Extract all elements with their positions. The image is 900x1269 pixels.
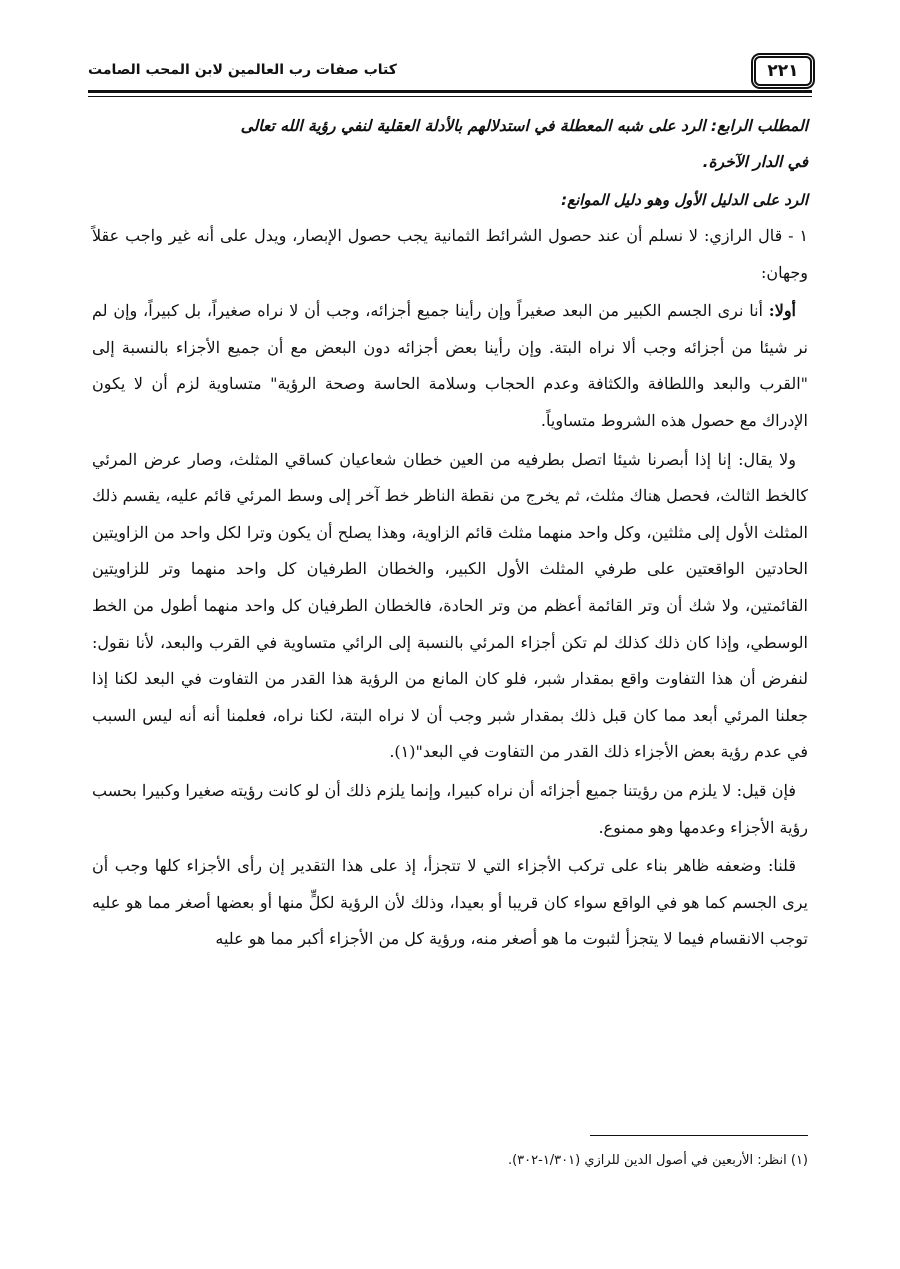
- paragraph-1: [92, 218, 808, 291]
- paragraph-5-text: قلنا: وضعفه ظاهر بناء على تركب الأجزاء التي لا تتجزأ، إذ على هذا التقدير إن رأى الأجزاء كلها وجب أن يرى الجسم كما هو في الواقع سواء كان قريبا أو بعيدا، وذلك لأن الرؤية لكلٍّ منها أو بعضها أصغر مما هو عليه توجب الانقسام فيما لا يتجزأ لثبوت ما هو أصغر منه، ورؤية كل من الأجزاء أكبر مما هو عليه: [92, 856, 808, 949]
- paragraph-3-text: ولا يقال: إنا إذا أبصرنا شيئا اتصل بطرفيه من العين خطان شعاعيان كساقي المثلث، وصار عرض المرئي كالخط الثالث، فحصل هناك مثلث، ثم يخرج من نقطة الناظر خط آخر إلى وسط المرئي قائم عليه، يقسم ذلك المثلث الأول إلى مثلثين، وكل واحد منهما مثلث قائم الزاوية، وهذا يصلح أن يكون وترا لكل واحد من الزاويتين الحادتين الواقعتين على طرفي المثلث الأول الكبير، والخطان الطرفيان كل واحد منهما وتر للزاويتين القائمتين، ولا شك أن وتر القائمة أعظم من وتر الحادة، فالخطان الطرفيان كل واحد منهما أطول من الخط الوسطي، وإذا كان ذلك كذلك لم تكن أجزاء المرئي بالنسبة إلى الرائي متساوية في القرب والبعد، لأنا نقول: لنفرض أن هذا التفاوت واقع بمقدار شبر، فلو كان المانع من الرؤية هذا القدر من التفاوت في البعد لكنا إذا جعلنا المرئي أبعد مما كان قبل ذلك بمقدار شبر وجب أن لا نراه البتة، لكنا نراه، فعلمنا أنه أنه ليس السبب في عدم رؤية بعض الأجزاء ذلك القدر من التفاوت في البعد"(١).: [92, 449, 809, 762]
- section-title-line2: في الدار الآخرة.: [702, 153, 808, 171]
- paragraph-3: [92, 442, 808, 771]
- paragraph-5: [92, 848, 808, 958]
- page-number-box: ٢٢١: [754, 56, 812, 86]
- subheading: الرد على الدليل الأول وهو دليل الموانع:: [561, 191, 808, 209]
- paragraph-4: [92, 773, 808, 846]
- paragraph-1-text: ١ - قال الرازي: لا نسلم أن عند حصول الشرائط الثمانية يجب حصول الإبصار، ويدل على أنه غير واجب عقلاً وجهان:: [92, 226, 809, 282]
- running-header: [88, 52, 812, 92]
- main-content: [92, 108, 808, 960]
- header-rule-thin: [88, 96, 812, 97]
- footnote: (١) انظر: الأربعين في أصول الدين للرازي (١/٣٠١-٣٠٢).: [507, 1153, 808, 1168]
- running-title: كتاب صفات رب العالمين لابن المحب الصامت: [88, 62, 397, 78]
- paragraph-2: [92, 293, 808, 439]
- footnote-rule: [590, 1135, 808, 1136]
- header-rule: [88, 90, 812, 93]
- section-title-line1: المطلب الرابع: الرد على شبه المعطلة في استدلالهم بالأدلة العقلية لنفي رؤية الله تعالى: [240, 117, 808, 135]
- paragraph-4-text: فإن قيل: لا يلزم من رؤيتنا جميع أجزائه أن نراه كبيرا، وإنما يلزم ذلك أن لو كانت رؤيته صغيرا وكبيرا بحسب رؤية الأجزاء وعدمها وهو ممنوع.: [92, 780, 808, 837]
- paragraph-2-text: أنا نرى الجسم الكبير من البعد صغيراً وإن رأينا جميع أجزائه، وجب أن لا نراه صغيراً، بل كبيراً، وإن لم نر شيئا من أجزائه وجب ألا نراه البتة. وإن رأينا بعض أجزائه دون البعض مع أن جميع الأجزاء بالنسبة إلى "القرب والبعد واللطافة والكثافة وعدم الحجاب وسلامة الحاسة وصحة الرؤية" متساوية لزم أن لا يكون الإدراك مع حصول هذه الشروط متساوياً.: [92, 301, 808, 430]
- paragraph-2-lead: أولا:: [768, 301, 796, 321]
